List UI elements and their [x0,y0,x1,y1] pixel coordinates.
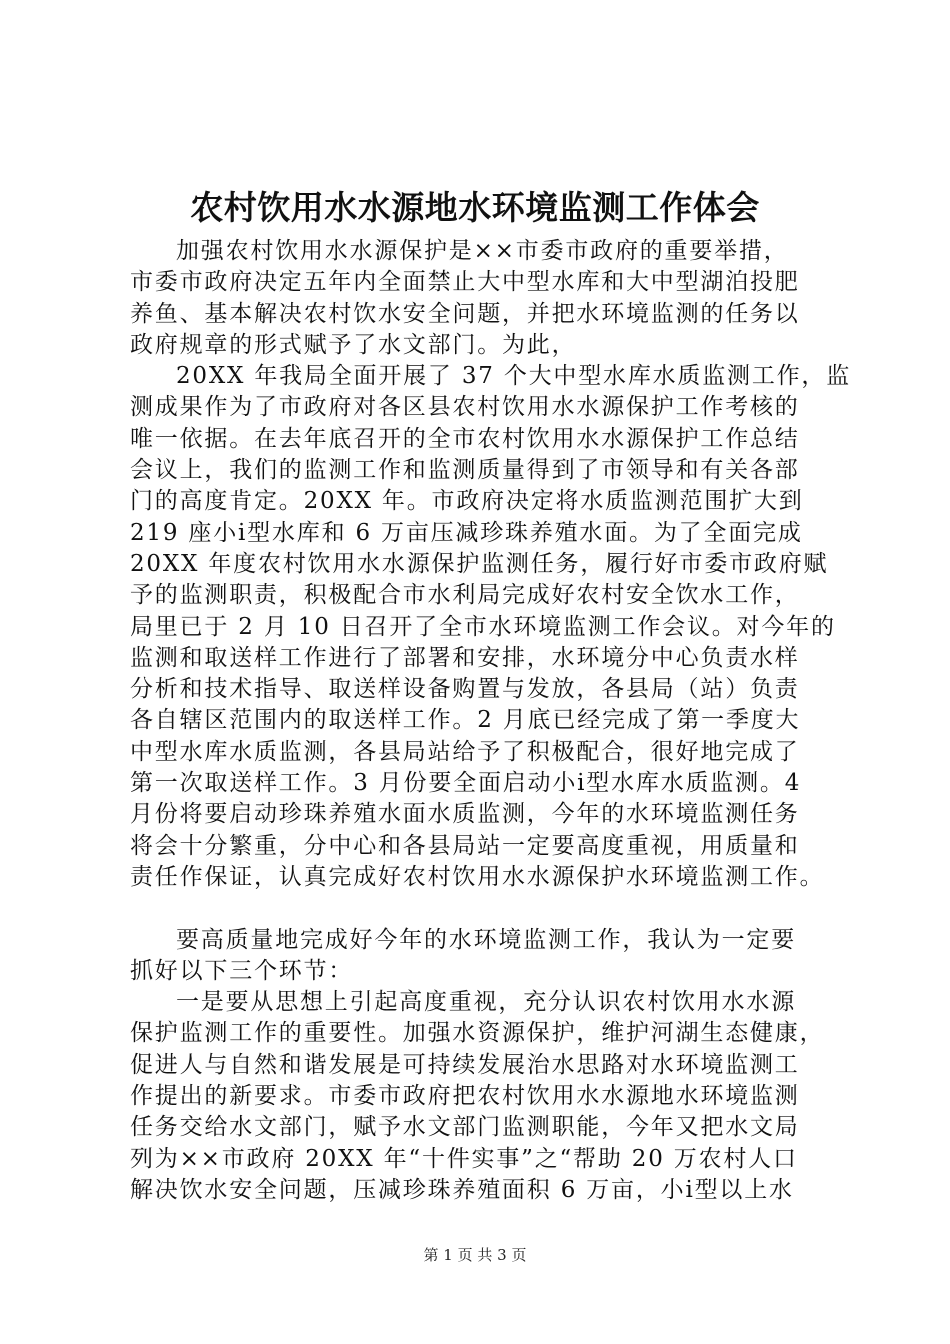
text-line: 保护监测工作的重要性。加强水资源保护，维护河湖生态健康， [130,1020,825,1047]
paragraph-gap [130,893,850,924]
text-line: 养鱼、基本解决农村饮水安全问题，并把水环境监测的任务以 [130,300,800,327]
text-line: 中型水库水质监测，各县局站给予了积极配合，很好地完成了 [130,738,800,765]
text-line: 将会十分繁重，分中心和各县局站一定要高度重视，用质量和 [130,832,800,859]
text-line: 加强农村饮用水水源保护是××市委市政府的重要举措， [176,238,789,264]
document-title: 农村饮用水水源地水环境监测工作体会 [190,188,760,227]
text-line: 市委市政府决定五年内全面禁止大中型水库和大中型湖泊投肥 [130,269,800,296]
text-line: 任务交给水文部门，赋予水文部门监测职能，今年又把水文局 [130,1114,800,1141]
text-line: 月份将要启动珍珠养殖水面水质监测，今年的水环境监测任务 [130,801,800,828]
text-line: 20XX 年度农村饮用水水源保护监测任务，履行好市委市政府赋 [130,550,829,577]
text-line: 各自辖区范围内的取送样工作。2 月底已经完成了第一季度大 [130,707,801,734]
text-line: 219 座小ⅰ型水库和 6 万亩压减珍珠养殖水面。为了全面完成 [130,519,803,546]
text-line: 促进人与自然和谐发展是可持续发展治水思路对水环境监测工 [130,1051,800,1078]
text-line: 一是要从思想上引起高度重视，充分认识农村饮用水水源 [176,989,796,1016]
text-line: 第一次取送样工作。3 月份要全面启动小ⅰ型水库水质监测。4 [130,770,802,797]
text-line: 门的高度肯定。20XX 年。市政府决定将水质监测范围扩大到 [130,488,804,515]
text-line: 责任作保证，认真完成好农村饮用水水源保护水环境监测工作。 [130,863,825,890]
text-line: 监测和取送样工作进行了部署和安排，水环境分中心负责水样 [130,644,800,671]
text-line: 20XX 年我局全面开展了 37 个大中型水库水质监测工作，监 [176,363,852,390]
text-line: 测成果作为了市政府对各区县农村饮用水水源保护工作考核的 [130,394,800,421]
text-line: 会议上，我们的监测工作和监测质量得到了市领导和有关各部 [130,457,800,484]
text-line: 列为××市政府 20XX 年“十件实事”之“帮助 20 万农村人口 [130,1145,798,1172]
page-footer: 第 1 页 共 3 页 [423,1246,527,1264]
text-line: 分析和技术指导、取送样设备购置与发放，各县局（站）负责 [130,676,800,703]
text-line: 解决饮水安全问题，压减珍珠养殖面积 6 万亩，小ⅰ型以上水 [130,1176,794,1203]
text-line: 抓好以下三个环节： [130,957,354,984]
text-line: 要高质量地完成好今年的水环境监测工作，我认为一定要 [176,926,796,953]
text-line: 局里已于 2 月 10 日召开了全市水环境监测工作会议。对今年的 [130,613,836,640]
text-line: 作提出的新要求。市委市政府把农村饮用水水源地水环境监测 [130,1083,800,1110]
document-body [130,236,850,1206]
text-line: 唯一依据。在去年底召开的全市农村饮用水水源保护工作总结 [130,425,800,452]
text-line: 予的监测职责，积极配合市水利局完成好农村安全饮水工作， [130,582,800,609]
text-line: 政府规章的形式赋予了水文部门。为此， [130,331,577,358]
